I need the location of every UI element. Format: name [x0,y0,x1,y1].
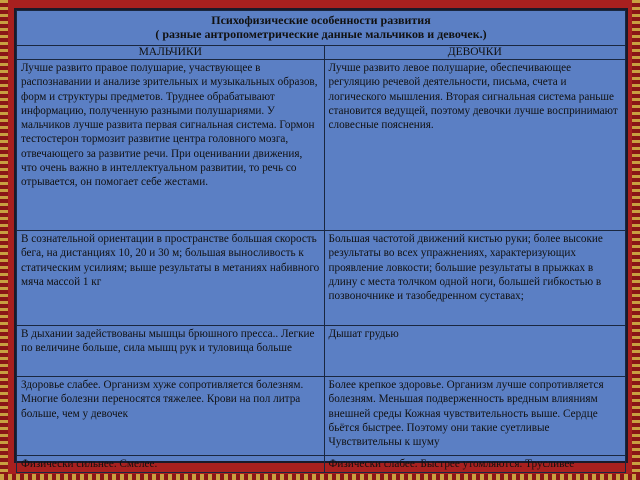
cell-girls-brain: Лучше развито левое полушарие, обеспечивающее регуляцию речевой деятельности, письма, счета и логического мышления. Вторая сигнальная система раньше становится ведущей, поэтому девочки лучше воспринимают словесные пояснения. [324,60,625,231]
table-row [17,231,626,326]
column-header-girls: ДЕВОЧКИ [324,46,625,60]
column-header-boys: МАЛЬЧИКИ [17,46,325,60]
cell-girls-health: Более крепкое здоровье. Организм лучше сопротивляется болезням. Меньшая подверженность вредным влияниям внешней среды Кожная чувствительность выше. Сердце бьётся быстрее. Поэтому они такие суетливые Чувствительны к шуму [324,377,625,456]
cell-girls-strength: Физически слабее. Быстрее утомляются. Трусливее [324,456,625,473]
cell-boys-health: Здоровье слабее. Организм хуже сопротивляется болезням. Многие болезни переносятся тяжелее. Крови на пол литра больше, чем у девочек [17,377,325,456]
cell-boys-breathing: В дыхании задействованы мышцы брюшного пресса.. Легкие по величине больше, сила мышц рук и туловища больше [17,326,325,377]
right-ornament-border [632,0,640,480]
left-ornament-border [0,0,8,480]
table-title-line-2: ( разные антропометрические данные мальчиков и девочек.) [155,27,487,41]
bottom-ornament-border [0,474,640,480]
table-title-line-1: Психофизические особенности развития [211,13,431,27]
cell-girls-physical: Большая частотой движений кистью руки; более высокие результаты во всех упражнениях, характеризующих проявление ловкости; большие результаты в прыжках в длину с места толчком одной ноги, большей гибкостью в позвоночнике и тазобедренном суставах; [324,231,625,326]
table-row [17,377,626,456]
comparison-table-container [14,8,628,470]
cell-boys-physical: В сознательной ориентации в пространстве большая скорость бега, на дистанциях 10, 20 и 30 м; большая выносливость к статическим усилиям; выше результаты в метаниях набивного мяча массой 1 кг [17,231,325,326]
table-row [17,456,626,473]
cell-boys-strength: Физически сильнее. Смелее. [17,456,325,473]
table-row [17,326,626,377]
comparison-table [16,10,626,473]
table-title [17,11,626,46]
cell-boys-brain: Лучше развито правое полушарие, участвующее в распознавании и анализе зрительных и музыкальных образов, форм и структуры предметов. Труднее обрабатывают информацию, полученную разными полушариями. У мальчиков лучше развита первая сигнальная система. Гормон тестостерон тормозит развитие центра головного мозга, отвечающего за развитие речи. При оценивании движения, что очень важно в интеллектуальном развитии, то речь со отрывается, он помогает себе жестами. [17,60,325,231]
cell-girls-breathing: Дышат грудью [324,326,625,377]
table-row [17,60,626,231]
